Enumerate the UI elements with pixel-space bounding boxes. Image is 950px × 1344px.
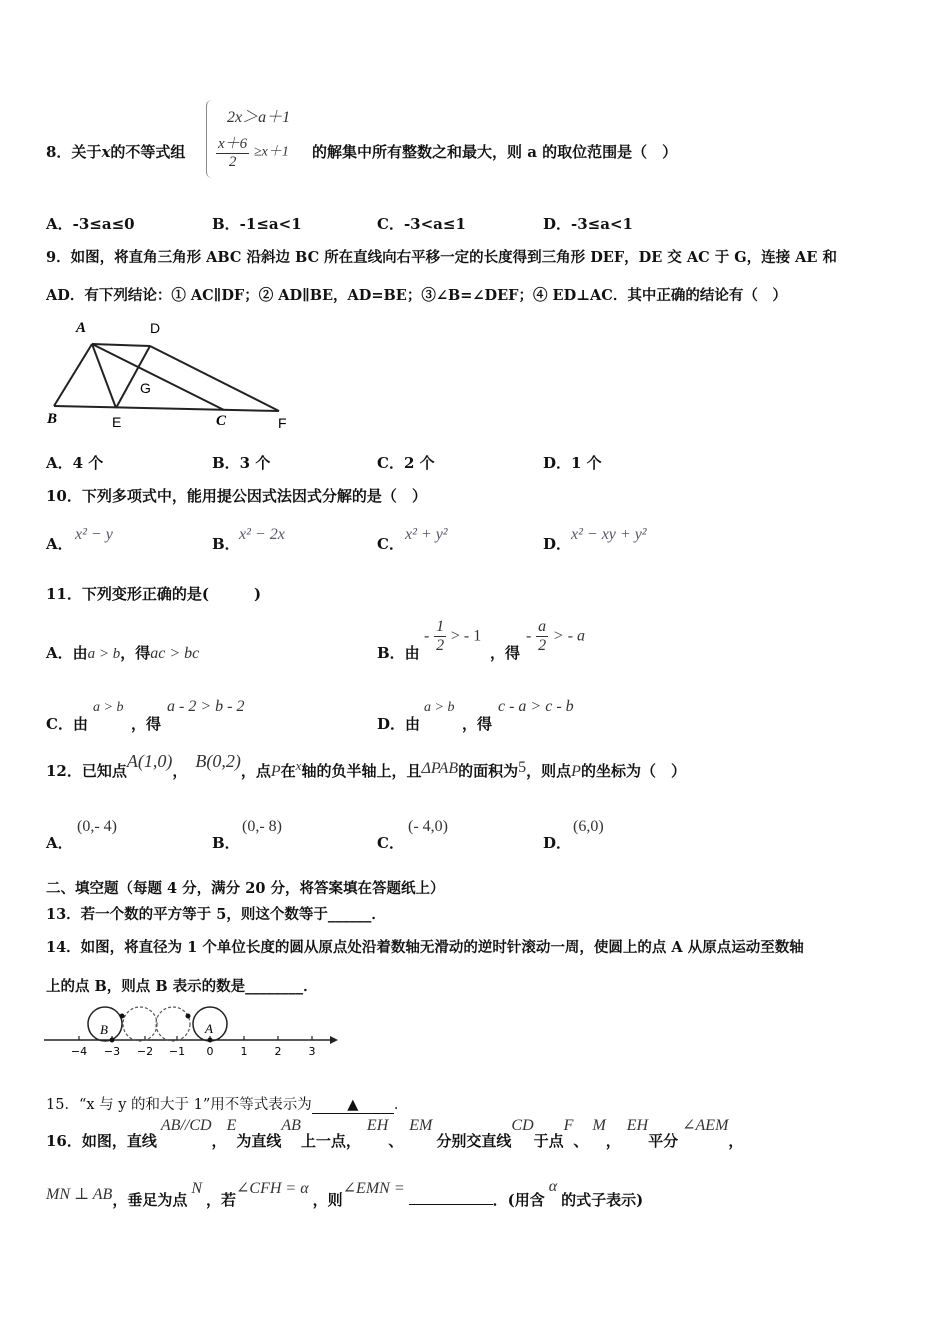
q12-option-d-coord: (6,0) [573, 818, 604, 835]
q9-option-c: C．2 个 [377, 454, 435, 472]
fig-label-g: G [140, 380, 151, 396]
q10-option-d-label: D． [543, 535, 572, 553]
q13-text: 13．若一个数的平方等于 5，则这个数等于______． [46, 906, 386, 923]
fig-label-b: B [47, 411, 58, 427]
q11-b-fraction-1: $\frac{1}{2}$ [436, 618, 445, 654]
fig-label-e: E [112, 414, 122, 430]
q10-option-b-label: B． [212, 535, 240, 553]
fig-line-de [116, 346, 150, 408]
q11-option-d-result: c - a > c - b [498, 698, 574, 715]
q11-option-d-label: D．由 [377, 715, 421, 733]
q8-brace [206, 100, 213, 178]
triangle-icon: ▲ [347, 1097, 359, 1113]
q8-option-d: D．-3≤a<1 [543, 215, 633, 233]
q12-stem: 12．已知点A(1,0)， B(0,2)，点P在x轴的负半轴上，且ΔPAB的面积为5，则点P的坐标为（ ） [46, 751, 686, 780]
q10-option-c-label: C． [377, 535, 404, 553]
q8-var-x: x [101, 143, 111, 161]
tick-label: −3 [103, 1045, 121, 1058]
q14-line-2: 上的点 B，则点 B 表示的数是________． [46, 978, 318, 995]
q9-option-b: B．3 个 [212, 454, 271, 472]
q9-option-d: D．1 个 [543, 454, 602, 472]
fig-label-a: A [205, 1021, 213, 1036]
q11-option-c-label: C．由 [46, 715, 88, 733]
q12-option-a-label: A． [46, 834, 73, 852]
q16-answer-blank [409, 1204, 493, 1205]
q14-numberline-figure [42, 1000, 342, 1062]
fig-label-f: F [278, 415, 287, 431]
q10-stem: 10．下列多项式中，能用提公因式法因式分解的是（ ） [46, 487, 427, 505]
fig-label-a: A [76, 320, 87, 336]
q15-answer-blank [312, 1097, 394, 1114]
q12-option-b-label: B． [212, 834, 240, 852]
q9-figure [44, 315, 294, 435]
q12-option-c-coord: (- 4,0) [408, 818, 448, 835]
q12-option-c-label: C． [377, 834, 404, 852]
q9-option-a: A．4 个 [46, 454, 104, 472]
section-2-heading: 二、填空题（每题 4 分，满分 20 分，将答案填在答题纸上） [46, 880, 445, 897]
fig-line-df [150, 346, 279, 411]
q14-line-1: 14．如图，将直径为 1 个单位长度的圆从原点处沿着数轴无滑动的逆时针滚动一周，使圆上的点 A 从原点运动至数轴 [46, 939, 804, 956]
q8-option-b: B．-1≤a<1 [212, 215, 302, 233]
fig-label-b: B [100, 1022, 108, 1037]
q12-option-a-coord: (0,- 4) [77, 818, 117, 835]
q11-stem: 11．下列变形正确的是( ) [46, 585, 262, 603]
q11-option-b-cond: - $\frac{1}{2}$ > - 1 [424, 618, 482, 654]
q10-option-c-expr: x² + y² [405, 526, 448, 543]
q12-option-b-coord: (0,- 8) [242, 818, 282, 835]
circle-rolling-2 [156, 1007, 190, 1041]
q8-fraction: $\frac{x+6}{2}$ [216, 132, 249, 171]
q11-option-a: A．由a > b，得ac > bc [46, 644, 200, 662]
q11-option-c-mid: ，得 [131, 715, 162, 733]
q8-ineq-2: $\frac{x+6}{2}$ ≥x＋1 [216, 132, 289, 171]
q11-option-b-result: - $\frac{a}{2}$ > - a [526, 618, 586, 654]
q11-option-d-mid: ，得 [462, 715, 493, 733]
q15-text: 15．“x 与 y 的和大于 1”用不等式表示为 ▲ ． [46, 1097, 409, 1113]
q10-option-a-expr: x² − y [75, 526, 113, 543]
tick-label: −1 [168, 1045, 186, 1058]
q16-line-1: 16．如图，直线AB//CD，E为直线AB上一点，EH、EM分别交直线CD于点F、M，EH平分∠AEM， [46, 1117, 744, 1150]
q8-number: 8．关于x的不等式组 [46, 143, 186, 161]
q8-option-a: A．-3≤a≤0 [46, 215, 135, 233]
tick-label: −4 [70, 1045, 88, 1058]
q11-b-fraction-2: $\frac{a}{2}$ [538, 618, 547, 654]
fig-line-ac [92, 344, 224, 410]
q11-option-c-cond: a > b [93, 700, 124, 715]
q9-line-1: 9．如图，将直角三角形 ABC 沿斜边 BC 所在直线向右平移一定的长度得到三角形 DEF，DE 交 AC 于 G，连接 AE 和 [46, 249, 838, 266]
fig-line-bf [54, 406, 279, 411]
q11-option-c-result: a - 2 > b - 2 [167, 698, 245, 715]
fig-label-c: C [216, 413, 227, 429]
q9-line-2: AD．有下列结论：① AC∥DF；② AD∥BE，AD=BE；③∠B=∠DEF；④ ED⊥AC．其中正确的结论有（ ） [46, 287, 787, 304]
tick-label: −2 [136, 1045, 154, 1058]
numberline-arrow [330, 1036, 338, 1044]
tick-label: 2 [274, 1045, 282, 1058]
q8-tail: 的解集中所有整数之和最大，则 a 的取位范围是（ ） [312, 143, 678, 161]
q16-line-2: MN ⊥ AB，垂足为点N，若∠CFH = α，则∠EMN =．(用含α的式子表示) [46, 1178, 644, 1209]
tick-label: 3 [308, 1045, 316, 1058]
q11-option-b-mid: ，得 [490, 644, 521, 662]
q10-option-b-expr: x² − 2x [239, 526, 285, 543]
q11-option-d-cond: a > b [424, 700, 455, 715]
fig-line-ab [54, 344, 92, 406]
q10-option-a-label: A． [46, 535, 73, 553]
q12-option-d-label: D． [543, 834, 572, 852]
q10-option-d-expr: x² − xy + y² [571, 526, 647, 543]
fig-label-d: D [150, 320, 161, 336]
circle-rolling-1 [123, 1007, 157, 1041]
fig-line-ad [92, 344, 150, 346]
q11-option-b-label: B．由 [377, 644, 420, 662]
q8-option-c: C．-3<a≤1 [377, 215, 466, 233]
tick-label: 0 [206, 1045, 214, 1058]
q8-ineq-1: 2x＞a＋1 [227, 109, 291, 126]
tick-label: 1 [240, 1045, 248, 1058]
